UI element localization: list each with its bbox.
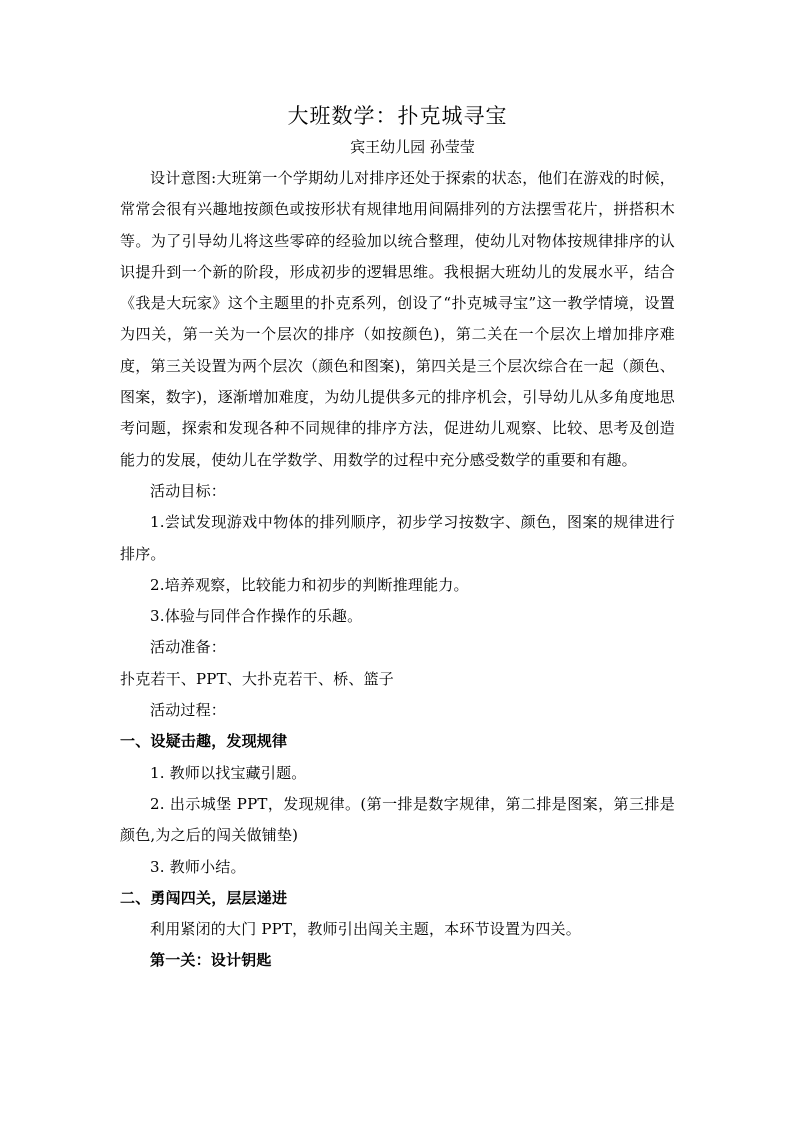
section-2-heading: 二、勇闯四关，层层递进 — [120, 888, 288, 907]
section-2-text: 利用紧闭的大门 PPT，教师引出闯关主题，本环节设置为四关。 — [150, 920, 581, 939]
process-heading: 活动过程： — [150, 701, 227, 720]
step-1-2: 2. 出示城堡 PPT，发现规律。(第一排是数字规律，第二排是图案，第三排是颜色,为之后的闯关做铺垫) — [120, 794, 675, 845]
goals-heading: 活动目标： — [150, 481, 227, 500]
document-title: 大班数学：扑克城寻宝 — [287, 104, 508, 128]
goal-item-2: 2.培养观察，比较能力和初步的判断推理能力。 — [150, 575, 469, 594]
section-1-heading: 一、设疑击趣，发现规律 — [120, 732, 288, 751]
level-1-heading: 第一关：设计钥匙 — [150, 951, 272, 970]
author-line: 宾王幼儿园 孙莹莹 — [350, 138, 475, 156]
preparation-heading: 活动准备： — [150, 638, 227, 657]
step-1-3: 3. 教师小结。 — [150, 857, 246, 876]
goal-item-1: 1.尝试发现游戏中物体的排列顺序，初步学习按数字、颜色，图案的规律进行排序。 — [120, 513, 675, 563]
goal-item-3: 3.体验与同伴合作操作的乐趣。 — [150, 607, 363, 626]
design-intent-paragraph: 设计意图:大班第一个学期幼儿对排序还处于探索的状态，他们在游戏的时候，常常会很有兴趣地按颜色或按形状有规律地用间隔排列的方法摆雪花片，拼搭积木等。为了引导幼儿将这些零碎的经验加以统合整理，使幼儿对物体按规律排序的认识提升到一个新的阶段，形成初步的逻辑思维。我根据大班幼儿的发展水平，结合《我是大玩家》这个主题里的扑克系列，创设了“扑克城寻宝”这一教学情境，设置为四关，第一关为一个层次的排序（如按颜色)，第二关在一个层次上增加排序难度，第三关设置为两个层次（颜色和图案)，第四关是三个层次综合在一起（颜色、图案，数字)，逐渐增加难度，为幼儿提供多元的排序机会，引导幼儿从多角度地思考问题，探索和发现各种不同规律的排序方法，促进幼儿观察、比较、思考及创造能力的发展，使幼儿在学数学、用数学的过程中充分感受数学的重要和有趣。 — [120, 169, 675, 469]
document-page — [120, 100, 675, 977]
preparation-text: 扑克若干、PPT、大扑克若干、桥、篮子 — [120, 669, 394, 688]
step-1-1: 1. 教师以找宝藏引题。 — [150, 763, 307, 782]
